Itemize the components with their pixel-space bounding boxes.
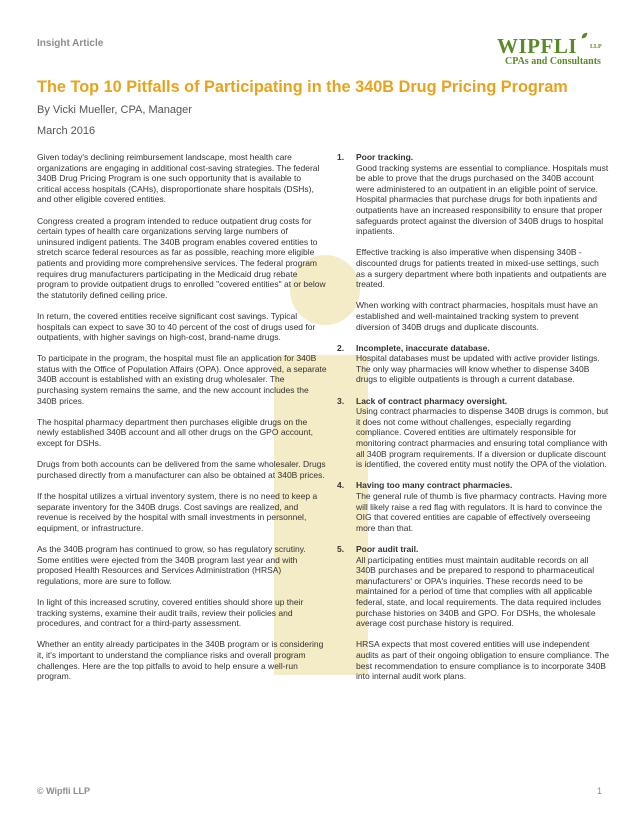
pitfall-paragraph: The general rule of thumb is five pharmacy contracts. Having more will likely raise a red flag with regulators. It is hard to convince the OIG that covered entities are capable of effectively overseeing more than that. — [356, 491, 607, 533]
right-column — [337, 152, 610, 692]
pitfall-heading: Poor tracking. — [356, 152, 414, 162]
pitfall-number: 3. — [337, 395, 345, 406]
wipfli-logo — [497, 34, 607, 68]
logo-llp: LLP — [590, 44, 602, 50]
pitfall-paragraph: Using contract pharmacies to dispense 340B drugs is common, but it does not come without challenges, especially regarding compliance. Covered entities are ultimately responsible for monitoring contract pharmacies and ensuring total compliance with all 340B program requirements. If a diversion or duplicate discount is identified, the covered entity must notify the OPA of the violation. — [356, 406, 609, 470]
footer-copyright: © Wipfli LLP — [37, 786, 91, 796]
body-paragraph: In light of this increased scrutiny, covered entities should shore up their tracking systems, examine their audit trails, review their policies and procedures, and contract for a third-party assessment. — [37, 596, 304, 629]
logo-tagline: CPAs and Consultants — [505, 56, 601, 67]
logo-leaf-icon — [581, 32, 588, 39]
logo-wordmark: WIPFLI — [497, 34, 578, 58]
body-paragraph: Given today's declining reimbursement landscape, most health care organizations are engaging in additional cost-saving strategies. The federal 340B Drug Pricing Program is one such opportunity that is available to critical access hospitals (CAHs), disproportionate share hospitals (DSHs), and other eligible covered entities. — [37, 152, 320, 205]
pitfall-number: 4. — [337, 480, 345, 491]
pitfall-item-4 — [337, 480, 610, 533]
pitfall-heading: Incomplete, inaccurate database. — [356, 342, 490, 353]
pitfall-paragraph: HRSA expects that most covered entities will use independent audits as part of their ongoing obligation to ensure compliance. The best recommendation to ensure compliance is to incorporate 340B into internal audit work plans. — [356, 639, 610, 682]
pitfall-heading: Having too many contract pharmacies. — [356, 480, 513, 491]
body-paragraph: The hospital pharmacy department then purchases eligible drugs on the newly established 340B account and all other drugs on the GPO account, except for DSHs. — [37, 416, 313, 449]
body-paragraph: In return, the covered entities receive significant cost savings. Typical hospitals can expect to save 30 to 40 percent of the cost of drugs used for outpatients, with higher savings on high-cost, brand-name drugs. — [37, 310, 316, 343]
body-paragraph: Whether an entity already participates in the 340B program or is considering it, it's important to understand the compliance risks and overall program challenges. Here are the top pitfalls to avoid to help ensure a well-run program. — [37, 639, 324, 682]
body-paragraph: If the hospital utilizes a virtual inventory system, there is no need to keep a separate inventory for the 340B drugs. Cost savings are realized, and revenue is received by the hospital with small investments in personnel, equipment, or infrastructure. — [37, 491, 318, 533]
article-byline: By Vicki Mueller, CPA, Manager — [37, 104, 192, 116]
pitfall-paragraph: Effective tracking is also imperative when dispensing 340B - discounted drugs for patients treated in mixed-use settings, such as a surgery department where both inpatients and outpatients are treated. — [356, 247, 607, 290]
body-paragraph: Drugs from both accounts can be delivered from the same wholesaler. Drugs purchased directly from a manufacturer can also be obtained at 340B prices. — [37, 459, 326, 480]
pitfall-item-3 — [337, 396, 610, 470]
body-paragraph: To participate in the program, the hospital must file an application for 340B status with the Office of Population Affairs (OPA). Once approved, a separate 340B account is established with an existing drug wholesaler. The purchasing system remains the same, and the new account includes the 340B prices. — [37, 353, 327, 406]
pitfall-paragraph: Good tracking systems are essential to compliance. Hospitals must be able to prove that the drugs purchased on the 340B account were administered to an outpatient in an eligible point of service. Hospital pharmacies that purchase drugs for both inpatients and outpatients have an increased responsibility to ensure that proper safeguards protect against the diversion of 340B drugs to hospital inpatients. — [356, 162, 609, 237]
article-date: March 2016 — [37, 125, 96, 137]
pitfall-number: 5. — [337, 543, 345, 554]
page-number: 1 — [597, 786, 603, 796]
pitfall-heading: Poor audit trail. — [356, 543, 419, 554]
pitfall-paragraph: All participating entities must maintain auditable records on all 340B purchases and be prepared to respond to pharmaceutical manufacturers' or OPA's inquiries. These records need to be maintained for a period of time that complies with all applicable federal, state, and local requirements. The data required includes purchase histories on 340B and GPO. For DSHs, the wholesale average cost purchase history is required. — [356, 554, 602, 629]
pitfall-heading: Lack of contract pharmacy oversight. — [356, 395, 508, 406]
pitfall-paragraph: Hospital databases must be updated with active provider listings. The only way pharmacies will know whether to dispense 340B drugs to eligible outpatients is through a current database. — [356, 353, 600, 385]
pitfall-item-1 — [337, 152, 610, 332]
pitfall-item-2 — [337, 343, 610, 385]
pitfall-item-5 — [337, 544, 610, 682]
article-title: The Top 10 Pitfalls of Participating in the 340B Drug Pricing Program — [37, 78, 568, 96]
pitfall-number: 2. — [337, 342, 345, 353]
body-paragraph: As the 340B program has continued to grow, so has regulatory scrutiny. Some entities were ejected from the 340B program last year and with proposed Health Resources and Services Administration (HRSA) regulations, more are sure to follow. — [37, 543, 306, 586]
pitfall-number: 1. — [337, 152, 345, 162]
pitfall-paragraph: When working with contract pharmacies, hospitals must have an established and well-maintained tracking system to prevent diversion of 340B drugs and duplicate discounts. — [356, 300, 598, 332]
article-type-label: Insight Article — [37, 38, 104, 49]
left-column — [37, 152, 327, 692]
body-paragraph: Congress created a program intended to reduce outpatient drug costs for certain types of health care organizations serving large numbers of uninsured indigent patients. The 340B program enables covered entities to stretch scarce federal resources as far as possible, reaching more eligible patients and providing more comprehensive services. The federal program requires drug manufacturers participating in the Medicaid drug rebate program to provide outpatient drugs to enrolled "covered entities" at or below the statutorily defined ceiling price. — [37, 215, 326, 300]
